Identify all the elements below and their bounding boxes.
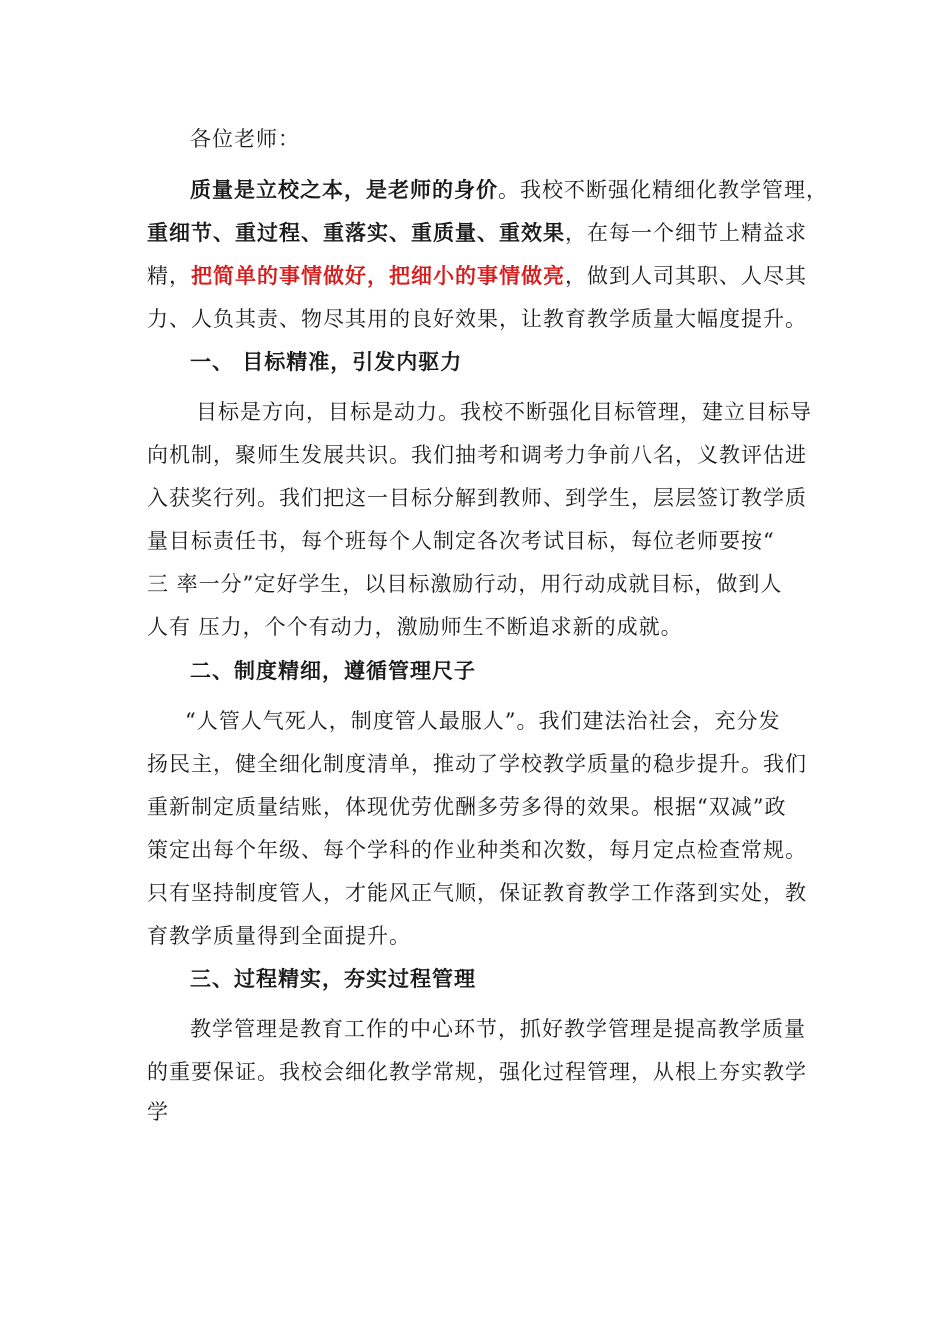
section-2-line: 育教学质量得到全面提升。	[147, 924, 411, 948]
section-3-heading: 三、过程精实，夯实过程管理	[190, 966, 476, 991]
section-2-line: “人管人气死人，制度管人最服人”。我们建法治社会，充分发	[185, 709, 781, 733]
intro-line-3	[147, 261, 807, 291]
section-1-line: 人有 压力，个个有动力，激励师生不断追求新的成就。	[147, 615, 683, 639]
intro-line-2	[147, 218, 807, 248]
intro-bold-principles: 重细节、重过程、重落实、重质量、重效果	[147, 220, 565, 245]
intro-line-1-rest: 。我校不断强化精细化教学管理，	[498, 178, 828, 202]
intro-bold-lead: 质量是立校之本，是老师的身价	[190, 177, 498, 202]
intro-line-3-start: 精，	[147, 264, 191, 288]
section-3-line: 学	[147, 1100, 169, 1124]
section-2-line: 策定出每个年级、每个学科的作业种类和次数，每月定点检查常规。	[147, 838, 807, 862]
section-1-line: 量目标责任书，每个班每个人制定各次考试目标，每位老师要按“	[147, 529, 775, 553]
section-3-line: 的重要保证。我校会细化教学常规，强化过程管理，从根上夯实教学	[147, 1060, 807, 1084]
intro-line-3-rest: ，做到人司其职、人尽其	[565, 264, 807, 288]
section-2-line: 重新制定质量结账，体现优劳优酬多劳多得的效果。根据“双减”政	[147, 795, 787, 819]
salutation: 各位老师：	[190, 127, 300, 151]
section-1-line: 入获奖行列。我们把这一目标分解到教师、到学生，层层签订教学质	[147, 486, 807, 510]
section-1-line: 目标是方向，目标是动力。我校不断强化目标管理，建立目标导	[196, 400, 812, 424]
section-2-line: 扬民主，健全细化制度清单，推动了学校教学质量的稳步提升。我们	[147, 752, 807, 776]
intro-line-2-rest: ，在每一个细节上精益求	[565, 221, 807, 245]
section-2-heading: 二、制度精细，遵循管理尺子	[190, 658, 476, 683]
section-2-line: 只有坚持制度管人，才能风正气顺，保证教育教学工作落到实处，教	[147, 881, 807, 905]
section-1-line: 三 率一分”定好学生，以目标激励行动，用行动成就目标，做到人	[147, 572, 783, 596]
section-1-line: 向机制，聚师生发展共识。我们抽考和调考力争前八名，义教评估进	[147, 443, 807, 467]
intro-red-emphasis: 把简单的事情做好，把细小的事情做亮	[191, 263, 565, 288]
section-3-line: 教学管理是教育工作的中心环节，抓好教学管理是提高教学质量	[190, 1017, 806, 1041]
intro-line-1	[190, 175, 828, 205]
section-1-heading: 一、 目标精准，引发内驱力	[190, 349, 463, 374]
intro-line-4: 力、人负其责、物尽其用的良好效果，让教育教学质量大幅度提升。	[147, 307, 807, 331]
